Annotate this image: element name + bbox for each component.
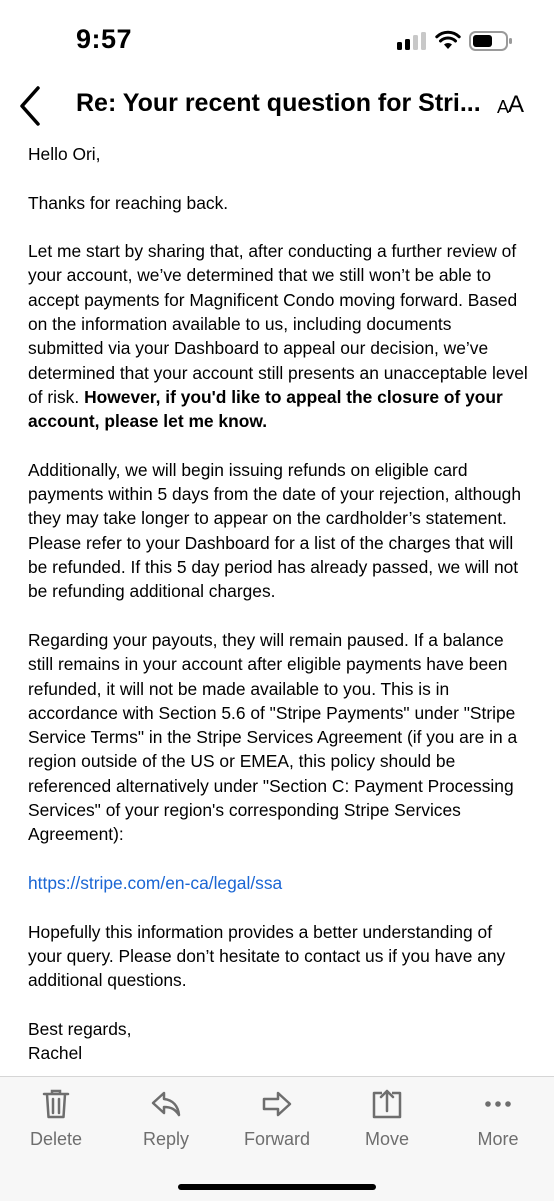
delete-button[interactable] (6, 1087, 106, 1167)
cellular-signal-icon (397, 32, 427, 50)
more-button[interactable] (448, 1087, 548, 1167)
paragraph: Regarding your payouts, they will remain paused. If a balance still remains in your account after eligible payments have been refunded, it will not be made available to you. This is in accordance with Section 5.6 of "Stripe Payments" under "Stripe Service Terms" in the Stripe Services Agreement (if you are in a region outside of the US or EMEA, this policy should be referenced alternatively under "Section C: Payment Processing Services" of your region's corresponding Stripe Services Agreement): (28, 629, 518, 845)
back-chevron-icon[interactable] (10, 82, 52, 130)
text-size-icon: A (497, 97, 510, 117)
delete-label: Delete (29, 1129, 83, 1149)
paragraph: Additionally, we will begin issuing refunds on eligible card payments within 5 days from the date of your rejection, although they may take longer to appear on the cardholder’s statement. Please refer to your Dashboard for a list of the charges that will be refunded. If this 5 day period has already passed, we will not be refunding additional charges. (28, 459, 522, 602)
forward-button[interactable] (227, 1087, 327, 1167)
text-size-button[interactable] (494, 89, 536, 125)
action-toolbar (0, 1076, 554, 1201)
paragraph (28, 239, 528, 433)
move-button[interactable] (337, 1087, 437, 1167)
more-label: More (477, 1129, 519, 1149)
stripe-ssa-link[interactable]: https://stripe.com/en-ca/legal/ssa (28, 872, 283, 893)
move-label: Move (364, 1129, 409, 1149)
paragraph: Hopefully this information provides a better understanding of your query. Please don’t hesitate to contact us if you have any additional questions. (28, 921, 506, 991)
text-size-icon-large: A (508, 91, 525, 118)
email-subject: Re: Your recent question for Stri... (76, 89, 481, 117)
wifi-icon (435, 30, 461, 50)
forward-arrow-icon (260, 1087, 294, 1121)
closing: Best regards, (28, 1018, 132, 1039)
bold-appeal-text: However, if you'd like to appeal the closure of your account, please let me know. (28, 386, 503, 432)
message-header (0, 78, 554, 136)
reply-label: Reply (142, 1129, 190, 1149)
status-time: 9:57 (76, 24, 133, 54)
greeting: Hello Ori, (28, 144, 101, 164)
forward-label: Forward (243, 1129, 310, 1149)
signature: Rachel (28, 1042, 83, 1063)
move-folder-icon (370, 1087, 404, 1121)
battery-icon (469, 30, 513, 52)
home-indicator[interactable] (178, 1184, 376, 1190)
paragraph-text: Let me start by sharing that, after conducting a further review of your account, we’ve determined that we still won’t be able to accept payments for Magnificent Condo moving forward. Based on the information available to us, including documents submitted via your Dashboard to appeal our decision, we’ve determined that your account still presents an unacceptable level of risk. (28, 241, 528, 407)
status-bar (0, 0, 554, 72)
reply-button[interactable] (116, 1087, 216, 1167)
email-body (28, 142, 528, 1065)
more-ellipsis-icon (481, 1087, 515, 1121)
paragraph: Thanks for reaching back. (28, 192, 229, 213)
reply-arrow-icon (149, 1087, 183, 1121)
trash-icon (39, 1087, 73, 1121)
